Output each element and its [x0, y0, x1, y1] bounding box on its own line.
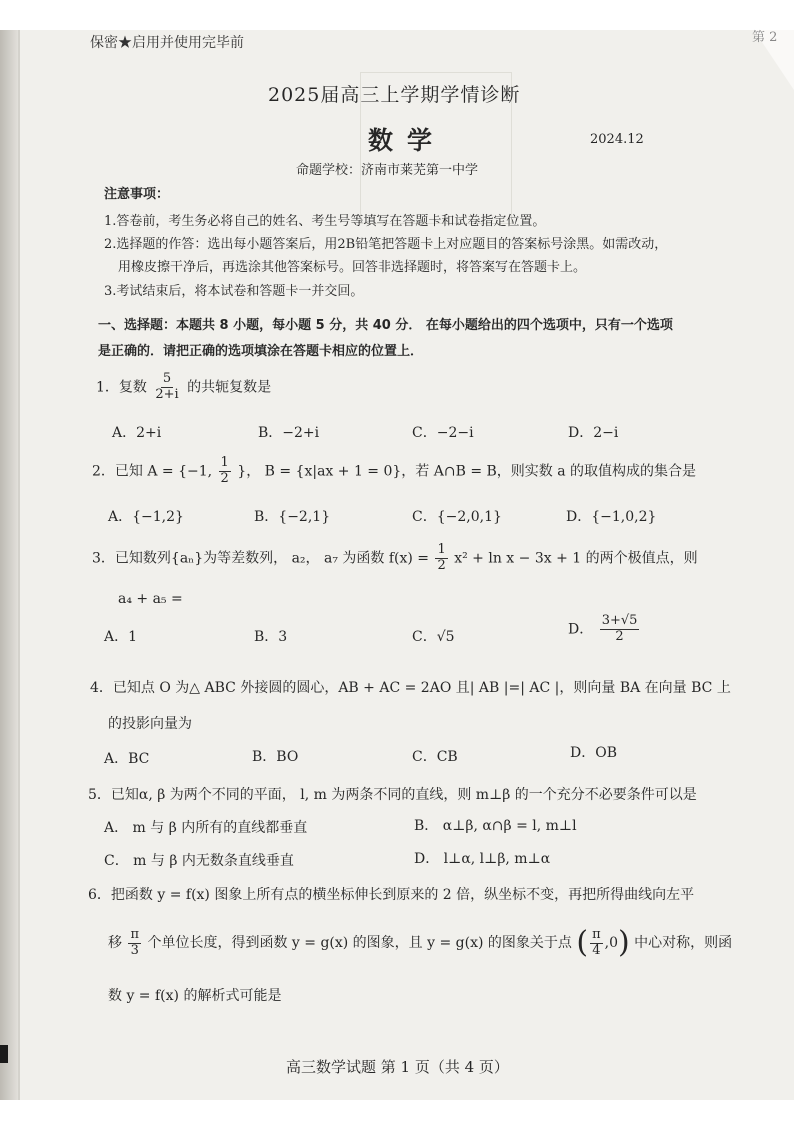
q3-option-d-fraction: $\frac{3+√5}{2}$: [601, 613, 638, 644]
q6-shift-fraction: $\frac{\pi}{3}$: [130, 926, 139, 958]
subject-title: 数学: [368, 126, 447, 155]
notice-heading: 注意事项：: [104, 187, 170, 202]
question-5: 5．已知α, β 为两个不同的平面， l, m 为两条不同的直线，则 m⊥β 的一个充分不必要条件可以是: [88, 787, 697, 803]
q2-option-d: D．{−1,0,2}: [566, 509, 657, 525]
q4-option-a: A．BC: [104, 751, 150, 767]
q4-option-d: D．OB: [570, 745, 617, 761]
question-3: [92, 543, 698, 574]
section-heading-cont: 是正确的．请把正确的选项填涂在答题卡相应的位置上．: [98, 344, 424, 359]
q4-option-c: C．CB: [412, 749, 458, 765]
confidential-mark: 保密★启用并使用完毕前: [90, 35, 244, 51]
q3-option-d: D． $\frac{3+√5}{2}$: [568, 613, 638, 644]
q6-line-3: 数 y = f(x) 的解析式可能是: [108, 988, 282, 1004]
exam-date: 2024.12: [590, 132, 644, 147]
q5-option-d: D． l⊥α, l⊥β, m⊥α: [414, 851, 551, 867]
question-6: 6．把函数 y = f(x) 图象上所有点的横坐标伸长到原来的 2 倍，纵坐标不变，再把所得曲线向左平: [88, 887, 695, 903]
notice-item-2: 2.选择题的作答：选出每小题答案后，用2B铅笔把答题卡上对应题目的答案标号涂黑。如需改动，: [104, 237, 668, 252]
q3-fraction: $\frac{1}{2}$: [437, 542, 446, 573]
notice-item-2-cont: 用橡皮擦干净后，再选涂其他答案标号。回答非选择题时，将答案写在答题卡上。: [118, 260, 587, 275]
question-1: [96, 372, 271, 403]
q3-line-2: a₄ + a₅ =: [118, 591, 183, 607]
q1-suffix: 的共轭复数是: [187, 379, 272, 396]
q2-fraction: $\frac{1}{2}$: [220, 455, 229, 486]
q5-option-b: B． α⊥β, α∩β = l, m⊥l: [414, 818, 577, 834]
q3-option-c: C．√5: [412, 629, 455, 645]
q2-option-c: C．{−2,0,1}: [412, 509, 502, 525]
binding-mark: [0, 1045, 8, 1063]
q1-prefix: 1．复数: [96, 379, 147, 396]
q3-prefix: 3．已知数列{aₙ}为等差数列， a₂， a₇ 为函数 f(x) =: [92, 550, 430, 567]
question-4: 4．已知点 O 为△ ABC 外接圆的圆心，AB + AC = 2AO 且| AB |=| AC |，则向量 BA 在向量 BC 上: [90, 680, 731, 696]
q1-option-b: B．−2+i: [258, 425, 320, 441]
q5-option-a: A． m 与 β 内所有的直线都垂直: [104, 820, 308, 836]
q3-option-b: B．3: [254, 629, 288, 645]
question-2: [92, 456, 696, 487]
q2-option-a: A．{−1,2}: [108, 509, 184, 525]
page-footer: 高三数学试题 第 1 页（共 4 页）: [286, 1058, 509, 1076]
notice-item-3: 3.考试结束后，将本试卷和答题卡一并交回。: [104, 284, 364, 299]
q4-option-b: B．BO: [252, 749, 299, 765]
exam-title: 2025届高三上学期学情诊断: [268, 84, 521, 106]
school-name: 命题学校：济南市莱芜第一中学: [296, 163, 479, 178]
q2-prefix: 2．已知 A = {−1,: [92, 463, 213, 480]
q2-suffix: }， B = {x|ax + 1 = 0}，若 A∩B = B，则实数 a 的取值构成的集合是: [237, 463, 697, 480]
section-heading: 一、选择题：本题共 8 小题，每小题 5 分，共 40 分． 在每小题给出的四个选项中，只有一个选项: [98, 318, 673, 333]
page-shadow: [0, 30, 20, 1100]
q3-suffix: x² + ln x − 3x + 1 的两个极值点，则: [454, 550, 698, 567]
notice-item-1: 1.答卷前，考生务必将自己的姓名、考生号等填写在答题卡和试卷指定位置。: [104, 214, 546, 229]
q2-option-b: B．{−2,1}: [254, 509, 331, 525]
q1-option-d: D．2−i: [568, 425, 619, 441]
q5-option-c: C． m 与 β 内无数条直线垂直: [104, 853, 294, 869]
q1-fraction: $\frac{5}{2+i}$: [155, 371, 179, 402]
q1-option-c: C．−2−i: [412, 425, 474, 441]
q1-option-a: A．2+i: [112, 425, 162, 441]
q6-line-2: 移 $\frac{\pi}{3}$ 个单位长度，得到函数 y = g(x) 的图象，且 y = g(x) 的图象关于点 ( $\frac{\pi}{4}$ ,0) 中心对称，则函: [108, 925, 733, 960]
corner-text: 第 2: [752, 30, 778, 45]
q4-line-2: 的投影向量为: [108, 716, 192, 732]
q6-point-fraction: $\frac{\pi}{4}$: [592, 926, 601, 958]
q3-option-a: A．1: [104, 629, 138, 645]
